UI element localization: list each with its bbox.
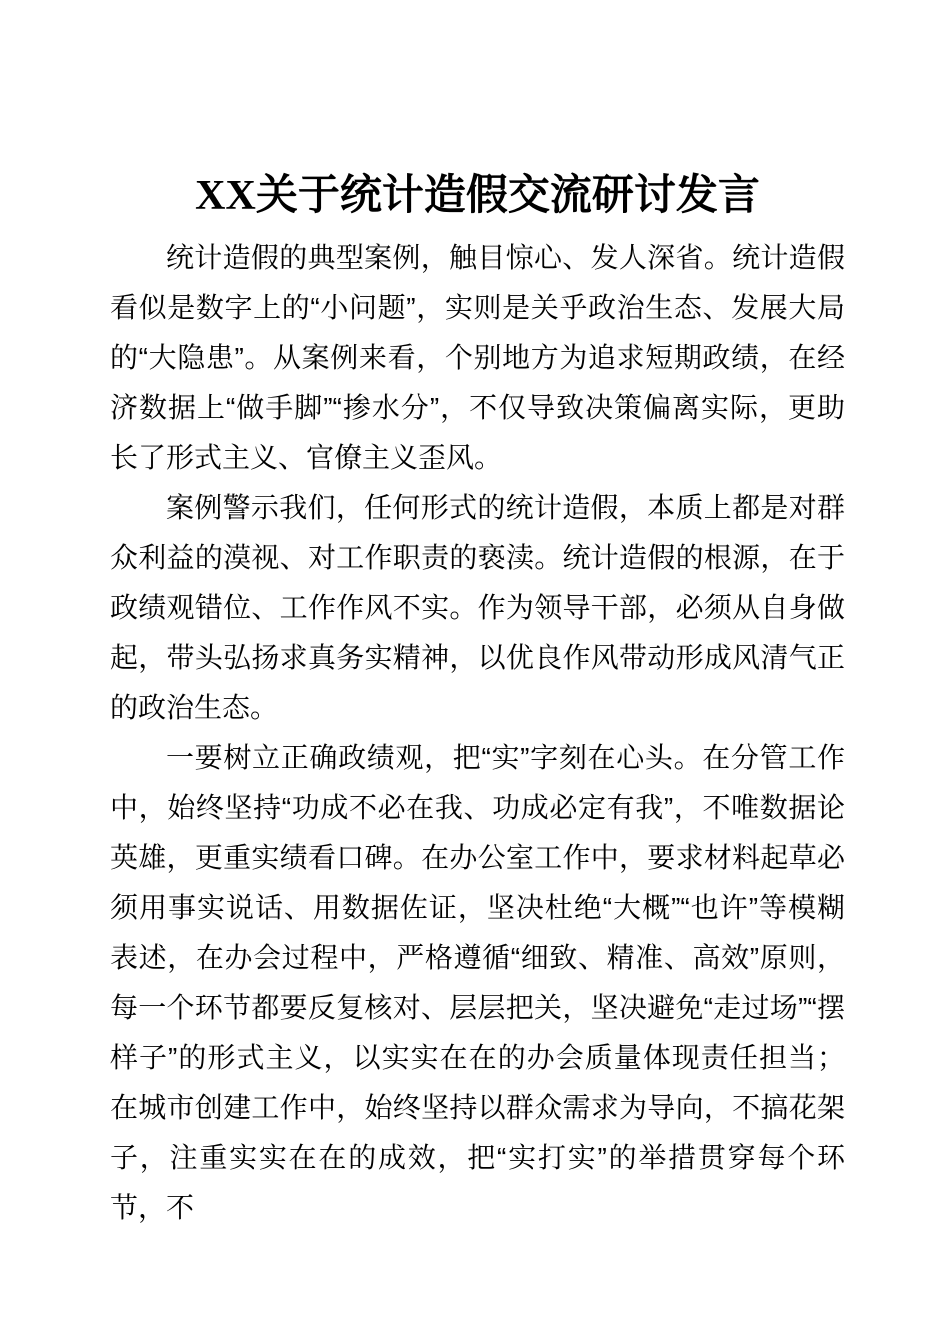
- paragraph-intro: 统计造假的典型案例，触目惊心、发人深省。统计造假看似是数字上的“小问题”，实则是关乎政治生态、发展大局的“大隐患”。从案例来看，个别地方为追求短期政绩，在经济数据上“做手脚”“掺水分”，不仅导致决策偏离实际，更助长了形式主义、官僚主义歪风。: [110, 242, 845, 473]
- paragraph-point-one: 一要树立正确政绩观，把“实”字刻在心头。在分管工作中，始终坚持“功成不必在我、功成必定有我”，不唯数据论英雄，更重实绩看口碑。在办公室工作中，要求材料起草必须用事实说话、用数据佐证，坚决杜绝“大概”“也许”等模糊表述，在办会过程中，严格遵循“细致、精准、高效”原则，每一个环节都要反复核对、层层把关，坚决避免“走过场”“摆样子”的形式主义，以实实在在的办会质量体现责任担当；在城市创建工作中，始终坚持以群众需求为导向，不搞花架子，注重实实在在的成效，把“实打实”的举措贯穿每个环节，不: [110, 742, 845, 1223]
- paragraph-warning: 案例警示我们，任何形式的统计造假，本质上都是对群众利益的漠视、对工作职责的亵渎。统计造假的根源，在于政绩观错位、工作作风不实。作为领导干部，必须从自身做起，带头弘扬求真务实精神，以优良作风带动形成风清气正的政治生态。: [110, 492, 845, 723]
- document-title: XX关于统计造假交流研讨发言: [195, 173, 760, 219]
